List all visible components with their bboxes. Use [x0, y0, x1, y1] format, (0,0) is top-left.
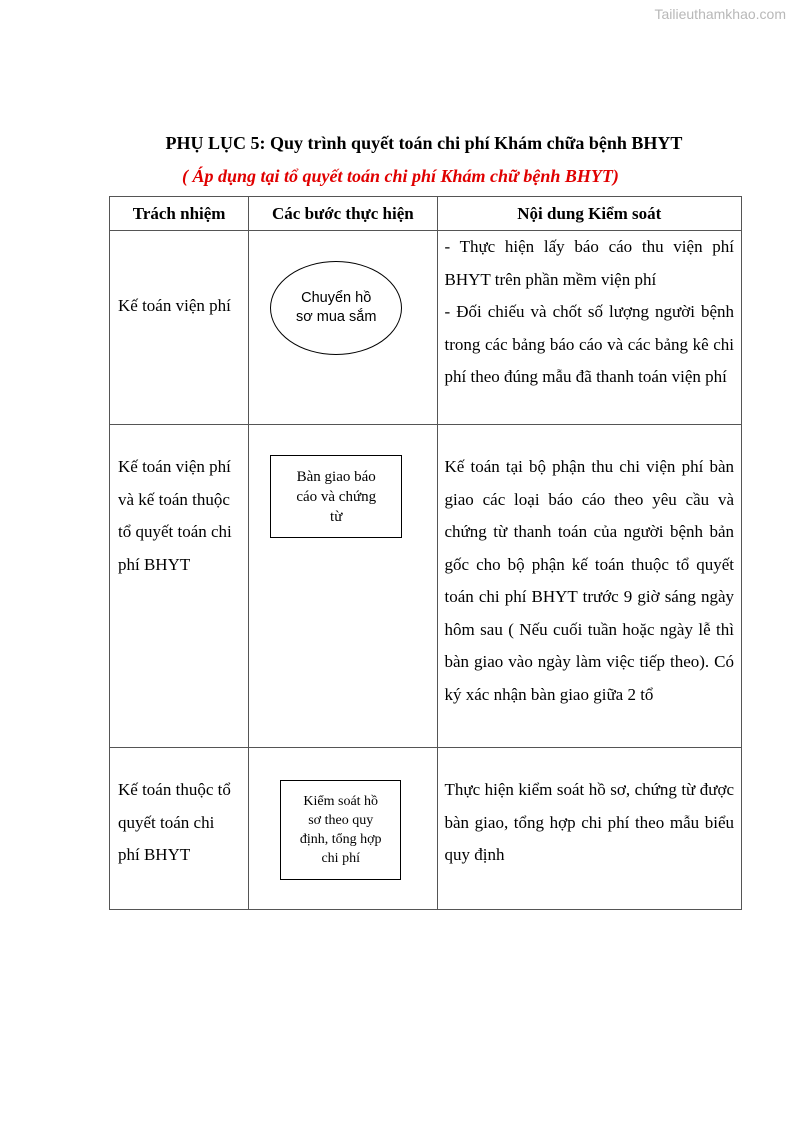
step-line: sơ theo quy [308, 813, 374, 828]
step-line: Bàn giao báo [296, 468, 376, 485]
row-content [437, 425, 741, 748]
row-step [249, 748, 437, 910]
row-content [437, 748, 741, 910]
content-paragraph: - Đối chiếu và chốt số lượng người bệnh trong các bảng báo cáo và các bảng kê chi phí theo đúng mẫu đã thanh toán viện phí [444, 302, 734, 386]
watermark: Tailieuthamkhao.com [654, 6, 786, 22]
responsibility-text: Kế toán viện phí và kế toán thuộc tổ quyết toán chi phí BHYT [118, 457, 232, 574]
table-row [110, 231, 742, 425]
row-responsibility [110, 748, 249, 910]
content-paragraph: Thực hiện kiểm soát hồ sơ, chứng từ được bàn giao, tổng hợp chi phí theo mẫu biểu quy định [444, 780, 734, 864]
header-control-content: Nội dung Kiểm soát [437, 197, 741, 231]
step-line: cáo và chứng [296, 488, 377, 505]
header-steps: Các bước thực hiện [249, 197, 437, 231]
table-header-row [110, 197, 742, 231]
process-table [109, 196, 742, 910]
table-row [110, 425, 742, 748]
step-line: định, tổng hợp [299, 832, 382, 847]
row-step [249, 425, 437, 748]
step-line: sơ mua sắm [296, 309, 377, 325]
row-content [437, 231, 741, 425]
row-responsibility [110, 231, 249, 425]
step-line: chi phí [321, 851, 360, 866]
process-step-box [270, 455, 402, 538]
step-line: từ [330, 508, 343, 525]
responsibility-text: Kế toán viện phí [118, 296, 231, 315]
header-responsibility: Trách nhiệm [110, 197, 249, 231]
row-step [249, 231, 437, 425]
responsibility-text: Kế toán thuộc tổ quyết toán chi phí BHYT [118, 780, 231, 864]
step-line: Kiểm soát hồ [303, 794, 379, 809]
content-paragraph: Kế toán tại bộ phận thu chi viện phí bàn giao các loại báo cáo theo yêu cầu và chứng từ thanh toán của người bệnh bản gốc cho bộ phận kế toán thuộc tổ quyết toán chi phí BHYT trước 9 giờ sáng ngày hôm sau ( Nếu cuối tuần hoặc ngày lễ thì bàn giao vào ngày làm việc tiếp theo). Có ký xác nhận bàn giao giữa 2 tổ [444, 457, 734, 704]
content-paragraph: - Thực hiện lấy báo cáo thu viện phí BHYT trên phần mềm viện phí [444, 237, 734, 289]
table-row [110, 748, 742, 910]
page-subtitle: ( Áp dụng tại tổ quyết toán chi phí Khám chữ bệnh BHYT) [182, 166, 619, 186]
step-line: Chuyển hồ [301, 290, 372, 306]
page-title: PHỤ LỤC 5: Quy trình quyết toán chi phí Khám chữa bệnh BHYT [165, 133, 683, 153]
process-step-oval [270, 261, 402, 355]
process-step-box [280, 780, 401, 880]
row-responsibility [110, 425, 249, 748]
